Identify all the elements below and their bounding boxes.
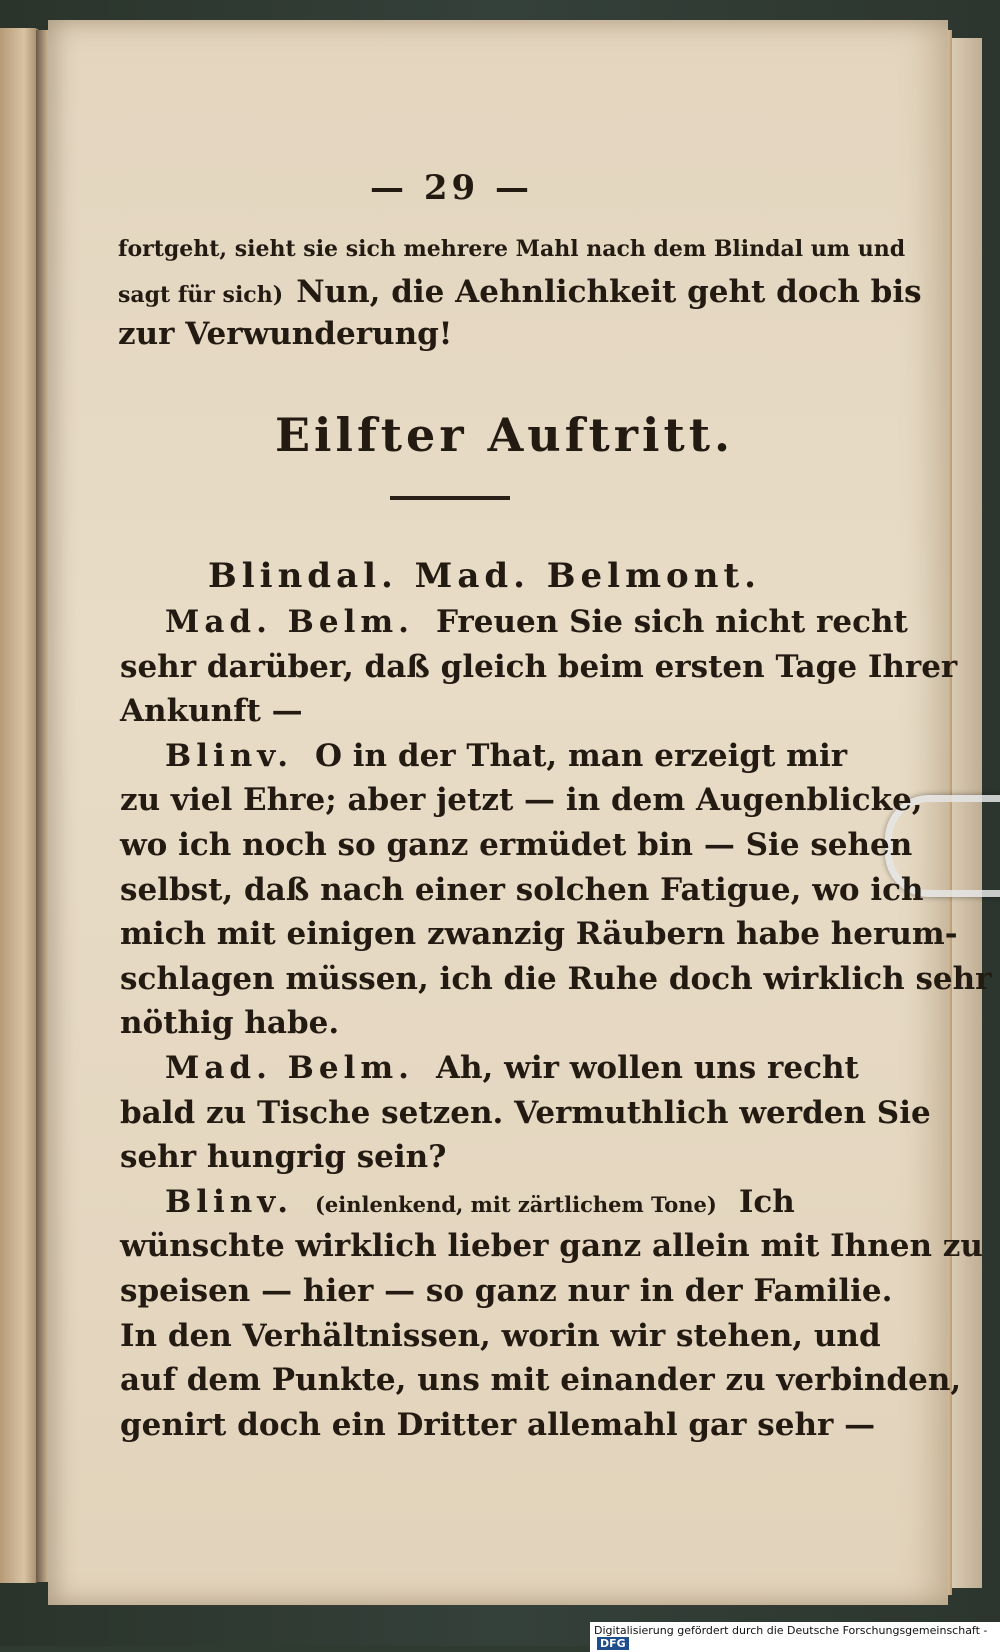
speaker-name: Blinv. — [165, 1184, 293, 1220]
character-list: Blindal. Mad. Belmont. — [208, 556, 761, 596]
dfg-logo: DFG — [597, 1637, 629, 1650]
line-text: auf dem Punkte, uns mit einander zu verbinden, — [120, 1362, 962, 1398]
dialogue-line — [165, 738, 847, 774]
line-text: selbst, daß nach einer solchen Fatigue, wo ich — [120, 872, 924, 908]
heading-rule — [390, 496, 510, 500]
line-text: schlagen müssen, ich die Ruhe doch wirklich sehr — [120, 961, 992, 997]
scene-heading: Eilfter Auftritt. — [275, 408, 734, 462]
dialogue-line — [120, 649, 957, 685]
stage-aside: (einlenkend, mit zärtlichem Tone) — [314, 1192, 717, 1217]
book-gutter — [36, 30, 48, 1582]
line-text: nöthig habe. — [120, 1005, 340, 1041]
stage-direction-line1: fortgeht, sieht sie sich mehrere Mahl nach dem Blindal um und — [118, 236, 906, 262]
dialogue-line — [165, 604, 908, 640]
dialogue-line — [120, 1318, 881, 1354]
footer-credit-text: Digitalisierung gefördert durch die Deutsche Forschungsgemeinschaft - — [594, 1624, 988, 1637]
line-text: Ankunft — — [120, 693, 303, 729]
line-text: genirt doch ein Dritter allemahl gar sehr — — [120, 1407, 876, 1443]
line-text: wo ich noch so ganz ermüdet bin — Sie sehen — [120, 827, 913, 863]
stage-direction-small: sagt für sich) — [118, 282, 284, 308]
line-text: sehr darüber, daß gleich beim ersten Tage Ihrer — [120, 649, 958, 685]
speaker-name: Mad. Belm. — [165, 604, 414, 640]
line-text: O in der That, man erzeigt mir — [314, 738, 848, 774]
dialogue-line — [120, 1273, 892, 1309]
line-text: sehr hungrig sein? — [120, 1139, 447, 1175]
dialogue-line — [165, 1050, 859, 1086]
line-text: wünschte wirklich lieber ganz allein mit Ihnen zu — [120, 1228, 983, 1264]
dialogue-line — [120, 872, 924, 908]
line-text: bald zu Tische setzen. Vermuthlich werden Sie — [120, 1095, 931, 1131]
line-text: speisen — hier — so ganz nur in der Familie. — [120, 1273, 893, 1309]
line-text: Freuen Sie sich nicht recht — [435, 604, 908, 640]
dialogue-line — [120, 1139, 446, 1175]
dialogue-line — [120, 693, 303, 729]
stage-direction-line2 — [118, 274, 922, 310]
dialogue-line — [165, 1184, 795, 1220]
dialogue-line — [120, 1362, 961, 1398]
stage-direction-line3: zur Verwunderung! — [118, 316, 453, 352]
dialogue-line — [120, 1005, 339, 1041]
left-page-edge — [0, 28, 40, 1583]
line-text: zu viel Ehre; aber jetzt — in dem Augenblicke, — [120, 782, 923, 818]
dialogue-line — [120, 1228, 983, 1264]
stage-direction-main: Nun, die Aehnlichkeit geht doch bis — [296, 274, 922, 310]
page-number: — 29 — — [370, 168, 533, 208]
footer-credit — [590, 1622, 1000, 1652]
speaker-name: Mad. Belm. — [165, 1050, 414, 1086]
line-text: Ich — [738, 1184, 795, 1220]
dialogue-line — [120, 1407, 875, 1443]
dialogue-line — [120, 916, 958, 952]
dialogue-line — [120, 1095, 931, 1131]
line-text: mich mit einigen zwanzig Räubern habe herum- — [120, 916, 958, 952]
speaker-name: Blinv. — [165, 738, 293, 774]
dialogue-line — [120, 961, 992, 997]
dialogue-line — [120, 827, 912, 863]
line-text: Ah, wir wollen uns recht — [435, 1050, 859, 1086]
dialogue-line — [120, 782, 923, 818]
line-text: In den Verhältnissen, worin wir stehen, und — [120, 1318, 881, 1354]
